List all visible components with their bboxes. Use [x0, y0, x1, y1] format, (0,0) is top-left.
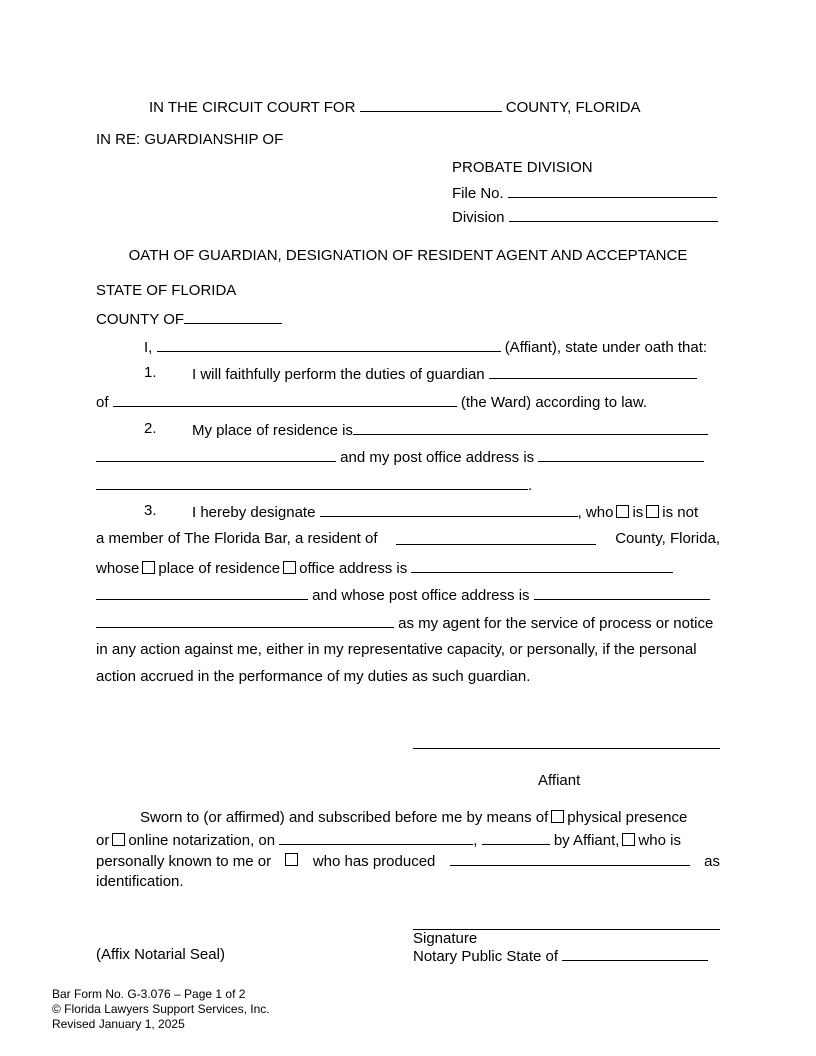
p3-text-line-5: in any action against me, either in my representative capacity, or personally, if the personal	[96, 641, 697, 658]
p2-post-line: and my post office address is	[96, 447, 704, 467]
year-blank[interactable]	[482, 830, 550, 845]
footer-revised: Revised January 1, 2025	[52, 1017, 185, 1031]
office-checkbox[interactable]	[283, 561, 296, 574]
state-line: STATE OF FLORIDA	[96, 282, 237, 299]
p1-line: I will faithfully perform the duties of guardian	[192, 364, 697, 384]
agent-address-blank-2[interactable]	[96, 585, 308, 600]
p2-number: 2.	[144, 420, 157, 437]
p2-line: My place of residence is	[192, 420, 708, 440]
jurat-line-4: identification.	[96, 873, 184, 890]
document-title: OATH OF GUARDIAN, DESIGNATION OF RESIDENT AGENT AND ACCEPTANCE	[128, 247, 688, 264]
affiant-signature-line[interactable]	[413, 748, 720, 749]
guardian-type-blank[interactable]	[489, 364, 697, 379]
p3-member-line: a member of The Florida Bar, a resident of County, Florida,	[96, 530, 720, 547]
jurat-line-3: personally known to me or who has produced as	[96, 853, 720, 870]
court-heading: IN THE CIRCUIT COURT FOR COUNTY, FLORIDA	[149, 99, 641, 116]
post-office-blank-2[interactable]	[96, 475, 528, 490]
is-not-member-checkbox[interactable]	[646, 505, 659, 518]
division-blank[interactable]	[509, 207, 718, 222]
produced-id-checkbox[interactable]	[285, 853, 298, 866]
agent-address-blank[interactable]	[411, 558, 673, 573]
in-re-line: IN RE: GUARDIANSHIP OF	[96, 131, 284, 148]
notary-public-line: Notary Public State of	[413, 946, 708, 966]
p1-number: 1.	[144, 364, 157, 381]
affiant-label: Affiant	[538, 772, 581, 789]
footer-form-no: Bar Form No. G-3.076 – Page 1 of 2	[52, 987, 246, 1001]
physical-presence-checkbox[interactable]	[551, 810, 564, 823]
footer-copyright: © Florida Lawyers Support Services, Inc.	[52, 1002, 270, 1016]
is-member-checkbox[interactable]	[616, 505, 629, 518]
p3-line: I hereby designate , who is is not	[192, 504, 699, 521]
agent-post-office-blank-2[interactable]	[96, 613, 394, 628]
jurat-line-2: or online notarization, on , by Affiant, who is	[96, 832, 681, 849]
file-no-line: File No.	[452, 183, 717, 203]
agent-post-office-blank[interactable]	[534, 585, 710, 600]
jurat-line-1: Sworn to (or affirmed) and subscribed before me by means of physical presence	[140, 809, 688, 826]
county-blank[interactable]	[360, 97, 502, 112]
division-line: Division	[452, 207, 718, 227]
online-notarization-checkbox[interactable]	[112, 833, 125, 846]
identification-blank[interactable]	[450, 851, 690, 866]
county-of-blank[interactable]	[184, 309, 282, 324]
p3-agent-line: as my agent for the service of process or notice	[96, 613, 713, 633]
p1-ward-line: of (the Ward) according to law.	[96, 394, 648, 411]
p3-whose-line: whose place of residence office address is	[96, 558, 673, 578]
residence-blank[interactable]	[353, 420, 708, 435]
date-blank[interactable]	[279, 830, 473, 845]
probate-division-heading: PROBATE DIVISION	[452, 159, 593, 176]
affiant-line: I, (Affiant), state under oath that:	[144, 339, 708, 356]
p2-end-line: .	[96, 475, 532, 495]
p3-text-line-6: action accrued in the performance of my duties as such guardian.	[96, 668, 531, 685]
affiant-name-blank[interactable]	[157, 337, 501, 352]
personally-known-checkbox[interactable]	[622, 833, 635, 846]
residence-blank-2[interactable]	[96, 447, 336, 462]
p3-post-line: and whose post office address is	[96, 585, 710, 605]
signature-label: Signature	[413, 930, 478, 947]
county-line: COUNTY OF	[96, 309, 282, 329]
notary-state-blank[interactable]	[562, 946, 708, 961]
ward-name-blank[interactable]	[113, 392, 457, 407]
post-office-blank[interactable]	[538, 447, 704, 462]
agent-name-blank[interactable]	[320, 502, 578, 517]
agent-county-blank[interactable]	[396, 530, 596, 545]
p3-number: 3.	[144, 502, 157, 519]
file-no-blank[interactable]	[508, 183, 717, 198]
residence-checkbox[interactable]	[142, 561, 155, 574]
notarial-seal-label: (Affix Notarial Seal)	[96, 946, 225, 963]
